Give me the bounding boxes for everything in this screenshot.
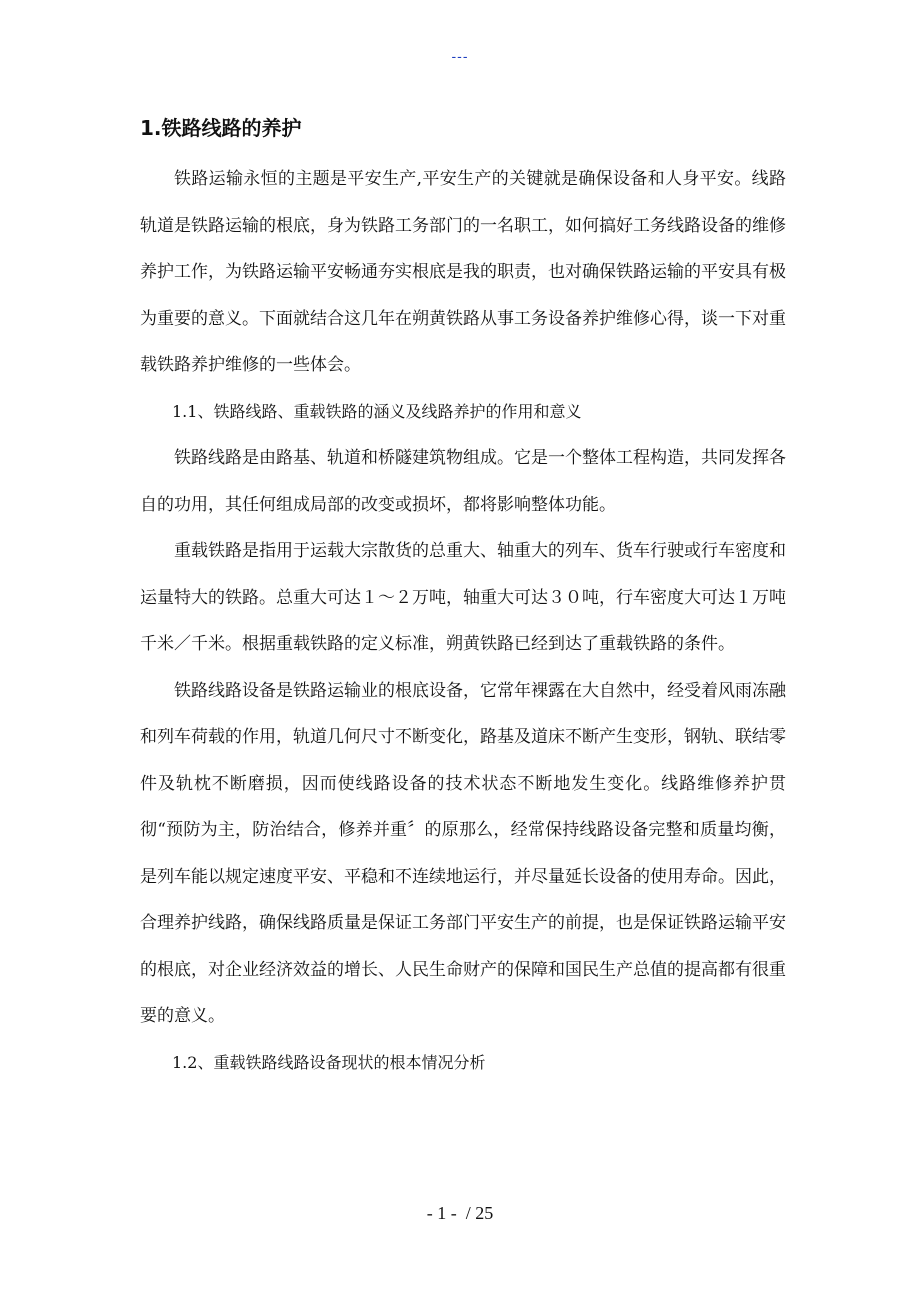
paragraph-maintenance-significance: 铁路线路设备是铁路运输业的根底设备，它常年裸露在大自然中，经受着风雨冻融和列车荷载的作用，轨道几何尺寸不断变化，路基及道床不断产生变形，钢轨、联结零件及轨枕不断磨损，因而使线路设备的技术状态不断地发生变化。线路维修养护贯彻“预防为主，防治结合，修养并重〞的原那么，经常保持线路设备完整和质量均衡，是列车能以规定速度平安、平稳和不连续地运行，并尽量延长设备的使用寿命。因此，合理养护线路，确保线路质量是保证工务部门平安生产的前提，也是保证铁路运输平安的根底，对企业经济效益的增长、人民生命财产的保障和国民生产总值的提高都有很重要的意义。 <box>140 680 786 1026</box>
subheading-1-2: 1.2、重载铁路线路设备现状的根本情况分析 <box>172 1052 486 1072</box>
header-mark: --- <box>451 48 469 64</box>
page-footer <box>0 1203 920 1224</box>
document-body <box>140 156 786 1086</box>
subheading-1-1: 1.1、铁路线路、重载铁路的涵义及线路养护的作用和意义 <box>172 401 582 421</box>
page-number-total: 25 <box>475 1203 494 1223</box>
page-footer-prefix: - <box>426 1203 438 1223</box>
section-title: 1.铁路线路的养护 <box>140 116 302 140</box>
page-number-current: 1 <box>437 1203 447 1223</box>
paragraph-heavy-haul-definition: 重载铁路是指用于运载大宗散货的总重大、轴重大的列车、货车行驶或行车密度和运量特大的铁路。总重大可达１～２万吨，轴重大可达３０吨，行车密度大可达１万吨千米／千米。根据重载铁路的定义标准，朔黄铁路已经到达了重载铁路的条件。 <box>140 541 786 654</box>
page-footer-separator: - / <box>446 1203 476 1223</box>
paragraph-line-definition: 铁路线路是由路基、轨道和桥隧建筑物组成。它是一个整体工程构造，共同发挥各自的功用，其任何组成局部的改变或损坏，都将影响整体功能。 <box>140 448 786 515</box>
paragraph-intro: 铁路运输永恒的主题是平安生产,平安生产的关键就是确保设备和人身平安。线路轨道是铁路运输的根底，身为铁路工务部门的一名职工，如何搞好工务线路设备的维修养护工作，为铁路运输平安畅通夯实根底是我的职责，也对确保铁路运输的平安具有极为重要的意义。下面就结合这几年在朔黄铁路从事工务设备养护维修心得，谈一下对重载铁路养护维修的一些体会。 <box>140 169 786 375</box>
